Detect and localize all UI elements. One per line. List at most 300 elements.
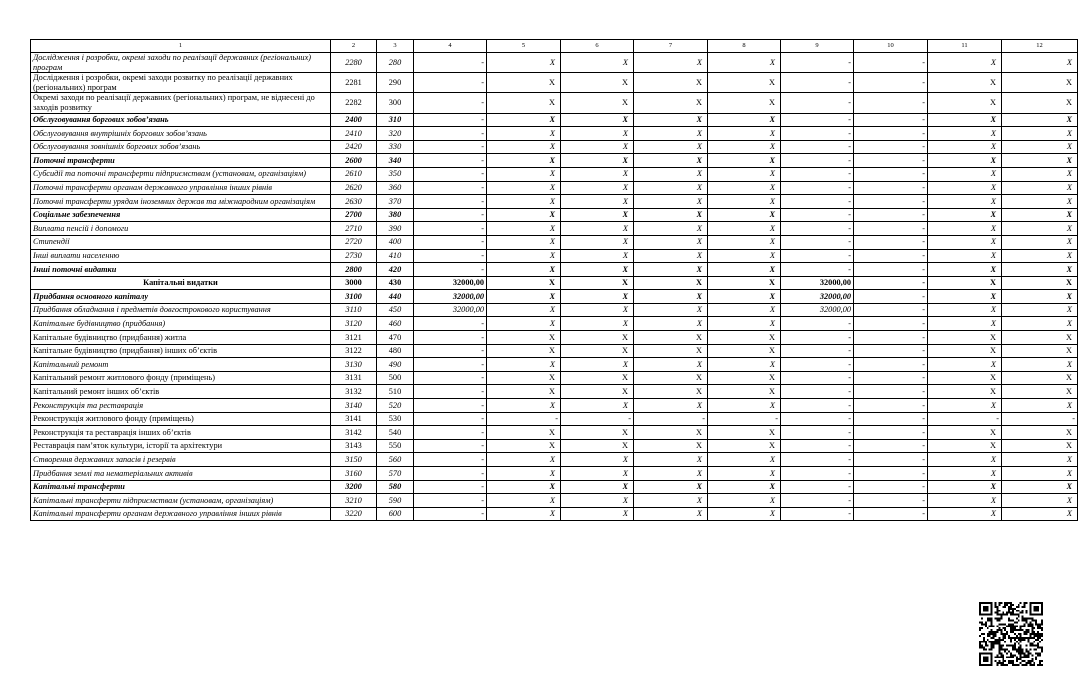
value-cell: 32000,00 xyxy=(781,303,854,317)
line-code-cell: 320 xyxy=(377,127,414,141)
value-cell: X xyxy=(1002,167,1078,181)
value-cell: X xyxy=(561,358,634,372)
value-cell: - xyxy=(854,453,928,467)
line-code-cell: 600 xyxy=(377,507,414,521)
table-row xyxy=(31,480,1078,494)
value-cell: X xyxy=(1002,140,1078,154)
value-cell: - xyxy=(634,412,708,426)
value-cell: - xyxy=(781,371,854,385)
value-cell: - xyxy=(781,480,854,494)
value-cell: X xyxy=(634,467,708,481)
value-cell: - xyxy=(414,249,487,263)
value-cell: X xyxy=(634,235,708,249)
value-cell: X xyxy=(708,140,781,154)
value-cell: X xyxy=(708,127,781,141)
value-cell: X xyxy=(708,507,781,521)
value-cell: X xyxy=(1002,208,1078,222)
expense-code-cell: 2282 xyxy=(331,93,377,113)
expense-code-cell: 3121 xyxy=(331,331,377,345)
value-cell: X xyxy=(1002,480,1078,494)
value-cell: X xyxy=(708,167,781,181)
value-cell: X xyxy=(561,331,634,345)
value-cell: X xyxy=(634,113,708,127)
value-cell: X xyxy=(708,113,781,127)
value-cell: X xyxy=(708,303,781,317)
value-cell: X xyxy=(634,494,708,508)
row-label: Дослідження і розробки, окремі заходи розвитку по реалізації державних (регіональних) програм xyxy=(31,73,331,93)
value-cell: X xyxy=(1002,181,1078,195)
value-cell: - xyxy=(854,467,928,481)
value-cell: - xyxy=(854,317,928,331)
line-code-cell: 430 xyxy=(377,276,414,290)
value-cell: X xyxy=(1002,73,1078,93)
column-number-header: 3 xyxy=(377,40,414,53)
value-cell: X xyxy=(708,439,781,453)
value-cell: X xyxy=(708,222,781,236)
line-code-cell: 340 xyxy=(377,154,414,168)
value-cell: - xyxy=(854,140,928,154)
value-cell: X xyxy=(928,290,1002,304)
value-cell: - xyxy=(414,344,487,358)
value-cell: - xyxy=(781,385,854,399)
value-cell: X xyxy=(634,208,708,222)
line-code-cell: 440 xyxy=(377,290,414,304)
value-cell: X xyxy=(634,181,708,195)
line-code-cell: 490 xyxy=(377,358,414,372)
value-cell: - xyxy=(414,53,487,73)
value-cell: X xyxy=(634,73,708,93)
value-cell: X xyxy=(1002,276,1078,290)
value-cell: X xyxy=(561,426,634,440)
value-cell: X xyxy=(561,93,634,113)
value-cell: - xyxy=(781,358,854,372)
value-cell: X xyxy=(634,167,708,181)
value-cell: X xyxy=(1002,317,1078,331)
value-cell: - xyxy=(414,140,487,154)
value-cell: - xyxy=(781,331,854,345)
value-cell: X xyxy=(1002,93,1078,113)
report-table xyxy=(30,39,1078,521)
row-label: Реконструкція та реставрація xyxy=(31,399,331,413)
expense-code-cell: 3110 xyxy=(331,303,377,317)
value-cell: 32000,00 xyxy=(414,276,487,290)
table-row xyxy=(31,154,1078,168)
column-number-header: 1 xyxy=(31,40,331,53)
value-cell: - xyxy=(854,507,928,521)
value-cell: X xyxy=(561,208,634,222)
value-cell: X xyxy=(708,181,781,195)
column-number-header: 4 xyxy=(414,40,487,53)
value-cell: - xyxy=(781,344,854,358)
value-cell: X xyxy=(928,439,1002,453)
value-cell: - xyxy=(781,467,854,481)
expense-code-cell: 2420 xyxy=(331,140,377,154)
value-cell: X xyxy=(487,399,561,413)
value-cell: - xyxy=(854,73,928,93)
value-cell: - xyxy=(854,344,928,358)
value-cell: X xyxy=(1002,344,1078,358)
value-cell: X xyxy=(561,140,634,154)
value-cell: X xyxy=(487,385,561,399)
line-code-cell: 590 xyxy=(377,494,414,508)
value-cell: - xyxy=(854,167,928,181)
value-cell: X xyxy=(487,358,561,372)
expense-code-cell: 3143 xyxy=(331,439,377,453)
table-row xyxy=(31,181,1078,195)
value-cell: X xyxy=(561,439,634,453)
row-label: Інші виплати населенню xyxy=(31,249,331,263)
value-cell: X xyxy=(561,53,634,73)
expense-code-cell: 3142 xyxy=(331,426,377,440)
value-cell: X xyxy=(487,167,561,181)
value-cell: X xyxy=(928,276,1002,290)
expense-code-cell: 3120 xyxy=(331,317,377,331)
value-cell: X xyxy=(1002,453,1078,467)
expense-code-cell: 3141 xyxy=(331,412,377,426)
expense-code-cell: 3122 xyxy=(331,344,377,358)
line-code-cell: 480 xyxy=(377,344,414,358)
value-cell: - xyxy=(414,222,487,236)
value-cell: X xyxy=(928,181,1002,195)
table-row xyxy=(31,222,1078,236)
value-cell: - xyxy=(414,195,487,209)
line-code-cell: 280 xyxy=(377,53,414,73)
row-label: Капітальне будівництво (придбання) житла xyxy=(31,331,331,345)
value-cell: X xyxy=(487,331,561,345)
value-cell: X xyxy=(634,195,708,209)
value-cell: X xyxy=(1002,222,1078,236)
value-cell: - xyxy=(781,154,854,168)
expense-code-cell: 3140 xyxy=(331,399,377,413)
table-row xyxy=(31,208,1078,222)
value-cell: X xyxy=(928,467,1002,481)
value-cell: X xyxy=(1002,303,1078,317)
value-cell: X xyxy=(928,453,1002,467)
value-cell: X xyxy=(708,276,781,290)
line-code-cell: 550 xyxy=(377,439,414,453)
expense-code-cell: 3220 xyxy=(331,507,377,521)
row-label: Поточні трансферти урядам іноземних держав та міжнародним організаціям xyxy=(31,195,331,209)
row-label: Створення державних запасів і резервів xyxy=(31,453,331,467)
value-cell: X xyxy=(928,222,1002,236)
table-row xyxy=(31,385,1078,399)
value-cell: X xyxy=(1002,426,1078,440)
value-cell: X xyxy=(928,154,1002,168)
line-code-cell: 570 xyxy=(377,467,414,481)
value-cell: X xyxy=(487,290,561,304)
value-cell: X xyxy=(487,140,561,154)
value-cell: X xyxy=(928,93,1002,113)
column-number-header: 11 xyxy=(928,40,1002,53)
table-row xyxy=(31,263,1078,277)
table-header-row xyxy=(31,40,1078,53)
line-code-cell: 360 xyxy=(377,181,414,195)
expense-code-cell: 2281 xyxy=(331,73,377,93)
value-cell: X xyxy=(928,399,1002,413)
value-cell: - xyxy=(854,208,928,222)
value-cell: X xyxy=(928,507,1002,521)
value-cell: X xyxy=(708,494,781,508)
line-code-cell: 410 xyxy=(377,249,414,263)
value-cell: X xyxy=(561,235,634,249)
value-cell: - xyxy=(414,480,487,494)
line-code-cell: 370 xyxy=(377,195,414,209)
value-cell: - xyxy=(414,467,487,481)
table-row xyxy=(31,412,1078,426)
value-cell: - xyxy=(854,290,928,304)
value-cell: - xyxy=(414,385,487,399)
value-cell: X xyxy=(708,53,781,73)
row-label: Субсидії та поточні трансферти підприємствам (установам, організаціям) xyxy=(31,167,331,181)
value-cell: - xyxy=(781,507,854,521)
expense-code-cell: 2720 xyxy=(331,235,377,249)
value-cell: X xyxy=(487,439,561,453)
column-number-header: 12 xyxy=(1002,40,1078,53)
value-cell: X xyxy=(561,507,634,521)
line-code-cell: 500 xyxy=(377,371,414,385)
line-code-cell: 530 xyxy=(377,412,414,426)
value-cell: X xyxy=(708,358,781,372)
value-cell: - xyxy=(854,480,928,494)
value-cell: X xyxy=(928,249,1002,263)
expense-code-cell: 2620 xyxy=(331,181,377,195)
value-cell: - xyxy=(781,140,854,154)
row-label: Обслуговування зовнішніх боргових зобов’язань xyxy=(31,140,331,154)
table-row xyxy=(31,113,1078,127)
qr-code-icon xyxy=(978,602,1044,666)
value-cell: X xyxy=(634,371,708,385)
value-cell: X xyxy=(708,385,781,399)
value-cell: - xyxy=(781,195,854,209)
value-cell: X xyxy=(634,290,708,304)
value-cell: X xyxy=(561,371,634,385)
row-label: Капітальне будівництво (придбання) xyxy=(31,317,331,331)
value-cell: X xyxy=(487,480,561,494)
expense-code-cell: 2410 xyxy=(331,127,377,141)
value-cell: - xyxy=(561,412,634,426)
table-row xyxy=(31,127,1078,141)
value-cell: - xyxy=(854,154,928,168)
value-cell: X xyxy=(561,249,634,263)
value-cell: - xyxy=(854,93,928,113)
value-cell: - xyxy=(781,127,854,141)
column-number-header: 9 xyxy=(781,40,854,53)
value-cell: 32000,00 xyxy=(781,290,854,304)
value-cell: - xyxy=(854,127,928,141)
value-cell: - xyxy=(1002,412,1078,426)
value-cell: X xyxy=(487,113,561,127)
value-cell: - xyxy=(781,167,854,181)
value-cell: - xyxy=(414,331,487,345)
line-code-cell: 560 xyxy=(377,453,414,467)
line-code-cell: 400 xyxy=(377,235,414,249)
value-cell: - xyxy=(414,181,487,195)
value-cell: - xyxy=(928,412,1002,426)
column-number-header: 6 xyxy=(561,40,634,53)
expense-code-cell: 3131 xyxy=(331,371,377,385)
value-cell: - xyxy=(781,222,854,236)
expense-code-cell: 2730 xyxy=(331,249,377,263)
value-cell: X xyxy=(1002,154,1078,168)
expense-code-cell: 3000 xyxy=(331,276,377,290)
value-cell: X xyxy=(708,73,781,93)
line-code-cell: 540 xyxy=(377,426,414,440)
value-cell: X xyxy=(928,426,1002,440)
value-cell: X xyxy=(561,453,634,467)
table-row xyxy=(31,249,1078,263)
row-label: Капітальний ремонт xyxy=(31,358,331,372)
table-row xyxy=(31,290,1078,304)
value-cell: X xyxy=(928,53,1002,73)
value-cell: X xyxy=(708,195,781,209)
value-cell: X xyxy=(928,263,1002,277)
value-cell: - xyxy=(414,371,487,385)
value-cell: X xyxy=(708,399,781,413)
row-label: Соціальне забезпечення xyxy=(31,208,331,222)
line-code-cell: 470 xyxy=(377,331,414,345)
value-cell: 32000,00 xyxy=(414,290,487,304)
row-label: Виплата пенсій і допомоги xyxy=(31,222,331,236)
value-cell: - xyxy=(854,371,928,385)
value-cell: X xyxy=(928,195,1002,209)
value-cell: X xyxy=(1002,358,1078,372)
value-cell: - xyxy=(487,412,561,426)
value-cell: X xyxy=(928,358,1002,372)
row-label: Реконструкція житлового фонду (приміщень) xyxy=(31,412,331,426)
value-cell: X xyxy=(1002,439,1078,453)
value-cell: X xyxy=(634,439,708,453)
value-cell: - xyxy=(414,507,487,521)
value-cell: - xyxy=(781,412,854,426)
value-cell: X xyxy=(928,113,1002,127)
value-cell: - xyxy=(854,399,928,413)
value-cell: - xyxy=(781,73,854,93)
value-cell: X xyxy=(708,467,781,481)
value-cell: 32000,00 xyxy=(781,276,854,290)
expense-code-cell: 3100 xyxy=(331,290,377,304)
value-cell: - xyxy=(781,439,854,453)
value-cell: - xyxy=(854,385,928,399)
row-label: Реставрація пам’яток культури, історії та архітектури xyxy=(31,439,331,453)
table-row xyxy=(31,140,1078,154)
value-cell: X xyxy=(928,303,1002,317)
value-cell: - xyxy=(854,222,928,236)
value-cell: X xyxy=(708,480,781,494)
value-cell: X xyxy=(708,93,781,113)
value-cell: - xyxy=(414,235,487,249)
value-cell: X xyxy=(708,344,781,358)
line-code-cell: 290 xyxy=(377,73,414,93)
table-row xyxy=(31,167,1078,181)
expense-code-cell: 3150 xyxy=(331,453,377,467)
table-row xyxy=(31,399,1078,413)
column-number-header: 7 xyxy=(634,40,708,53)
value-cell: X xyxy=(487,195,561,209)
value-cell: X xyxy=(928,317,1002,331)
value-cell: X xyxy=(487,453,561,467)
row-label: Обслуговування внутрішніх боргових зобов’язань xyxy=(31,127,331,141)
value-cell: - xyxy=(414,399,487,413)
value-cell: - xyxy=(414,494,487,508)
value-cell: X xyxy=(708,453,781,467)
value-cell: X xyxy=(928,371,1002,385)
table-row xyxy=(31,73,1078,93)
value-cell: 32000,00 xyxy=(414,303,487,317)
value-cell: X xyxy=(561,467,634,481)
table-row xyxy=(31,317,1078,331)
value-cell: X xyxy=(928,494,1002,508)
expense-code-cell: 2280 xyxy=(331,53,377,73)
value-cell: - xyxy=(781,426,854,440)
row-label: Поточні трансферти xyxy=(31,154,331,168)
value-cell: X xyxy=(708,208,781,222)
line-code-cell: 460 xyxy=(377,317,414,331)
value-cell: X xyxy=(634,399,708,413)
table-row xyxy=(31,358,1078,372)
value-cell: X xyxy=(561,195,634,209)
value-cell: X xyxy=(634,426,708,440)
expense-code-cell: 2610 xyxy=(331,167,377,181)
value-cell: X xyxy=(487,53,561,73)
value-cell: X xyxy=(1002,399,1078,413)
table-row xyxy=(31,344,1078,358)
value-cell: X xyxy=(634,303,708,317)
value-cell: X xyxy=(708,331,781,345)
value-cell: X xyxy=(634,249,708,263)
value-cell: X xyxy=(1002,331,1078,345)
line-code-cell: 450 xyxy=(377,303,414,317)
expense-code-cell: 2700 xyxy=(331,208,377,222)
value-cell: X xyxy=(634,140,708,154)
value-cell: - xyxy=(781,453,854,467)
row-label: Капітальний ремонт інших об’єктів xyxy=(31,385,331,399)
line-code-cell: 300 xyxy=(377,93,414,113)
expense-code-cell: 3160 xyxy=(331,467,377,481)
row-label: Капітальне будівництво (придбання) інших об’єктів xyxy=(31,344,331,358)
value-cell: - xyxy=(854,303,928,317)
value-cell: X xyxy=(1002,53,1078,73)
value-cell: X xyxy=(561,399,634,413)
value-cell: X xyxy=(634,276,708,290)
value-cell: X xyxy=(634,453,708,467)
value-cell: - xyxy=(781,53,854,73)
value-cell: - xyxy=(414,317,487,331)
value-cell: X xyxy=(634,344,708,358)
column-number-header: 2 xyxy=(331,40,377,53)
value-cell: - xyxy=(414,208,487,222)
value-cell: X xyxy=(928,235,1002,249)
line-code-cell: 390 xyxy=(377,222,414,236)
row-label: Поточні трансферти органам державного управління інших рівнів xyxy=(31,181,331,195)
value-cell: - xyxy=(854,426,928,440)
value-cell: X xyxy=(487,467,561,481)
table-row xyxy=(31,507,1078,521)
value-cell: - xyxy=(854,358,928,372)
value-cell: X xyxy=(928,73,1002,93)
table-row xyxy=(31,426,1078,440)
value-cell: - xyxy=(854,235,928,249)
value-cell: X xyxy=(634,263,708,277)
value-cell: - xyxy=(854,181,928,195)
value-cell: X xyxy=(928,127,1002,141)
expense-code-cell: 2710 xyxy=(331,222,377,236)
value-cell: X xyxy=(708,263,781,277)
value-cell: X xyxy=(1002,467,1078,481)
row-label: Капітальні трансферти xyxy=(31,480,331,494)
value-cell: X xyxy=(487,303,561,317)
table-row xyxy=(31,439,1078,453)
expense-code-cell: 2800 xyxy=(331,263,377,277)
